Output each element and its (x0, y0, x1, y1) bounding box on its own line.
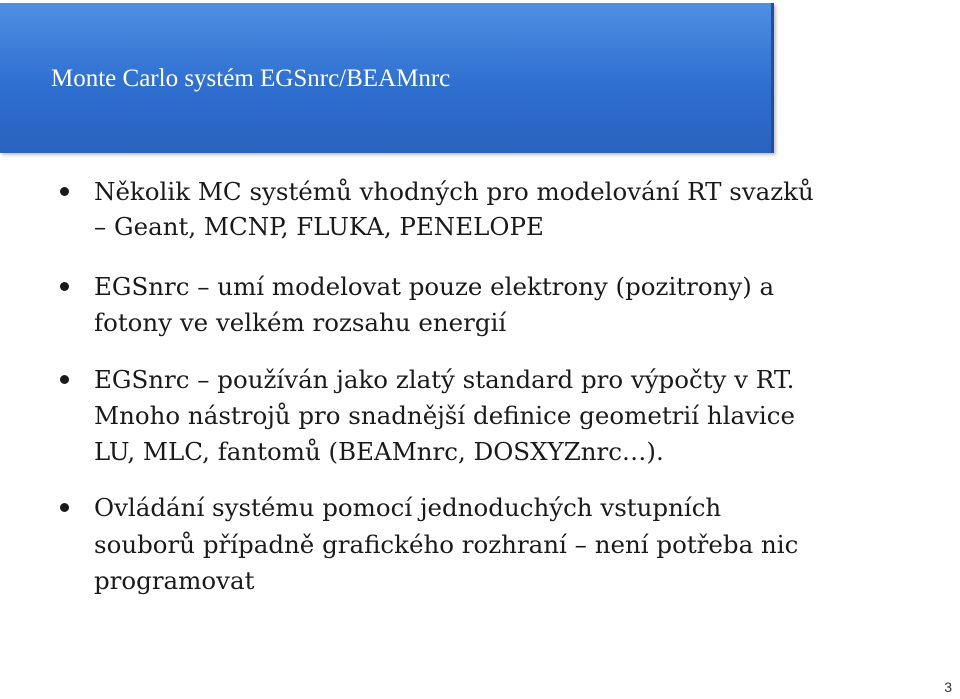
bullet-3-line-3: LU, MLC, fantomů (BEAMnrc, DOSXYZnrc…). (94, 437, 664, 466)
bullet-4-line-2: souborů případně grafického rozhraní – není potřeba nic (94, 530, 799, 559)
bullet-2-line-1: EGSnrc – umí modelovat pouze elektrony (pozitrony) a (94, 272, 775, 301)
bullet-1-line-1: Několik MC systémů vhodných pro modelování RT svazků (94, 177, 814, 206)
bullet-icon (60, 187, 69, 196)
bullet-1-line-2: – Geant, MCNP, FLUKA, PENELOPE (94, 212, 544, 241)
bullet-4-line-3: programovat (94, 566, 255, 595)
bullet-icon (60, 282, 69, 291)
bullet-3-line-2: Mnoho nástrojů pro snadnější definice geometrií hlavice (94, 401, 795, 430)
bullet-4-line-1: Ovládání systému pomocí jednoduchých vstupních (94, 493, 722, 522)
slide-title: Monte Carlo systém EGSnrc/BEAMnrc (51, 65, 451, 92)
bullet-icon (60, 375, 69, 384)
page-number: 3 (944, 679, 952, 695)
bullet-icon (60, 503, 69, 512)
bullet-3-line-1: EGSnrc – používán jako zlatý standard pro výpočty v RT. (94, 365, 795, 394)
bullet-2-line-2: fotony ve velkém rozsahu energií (94, 308, 507, 337)
